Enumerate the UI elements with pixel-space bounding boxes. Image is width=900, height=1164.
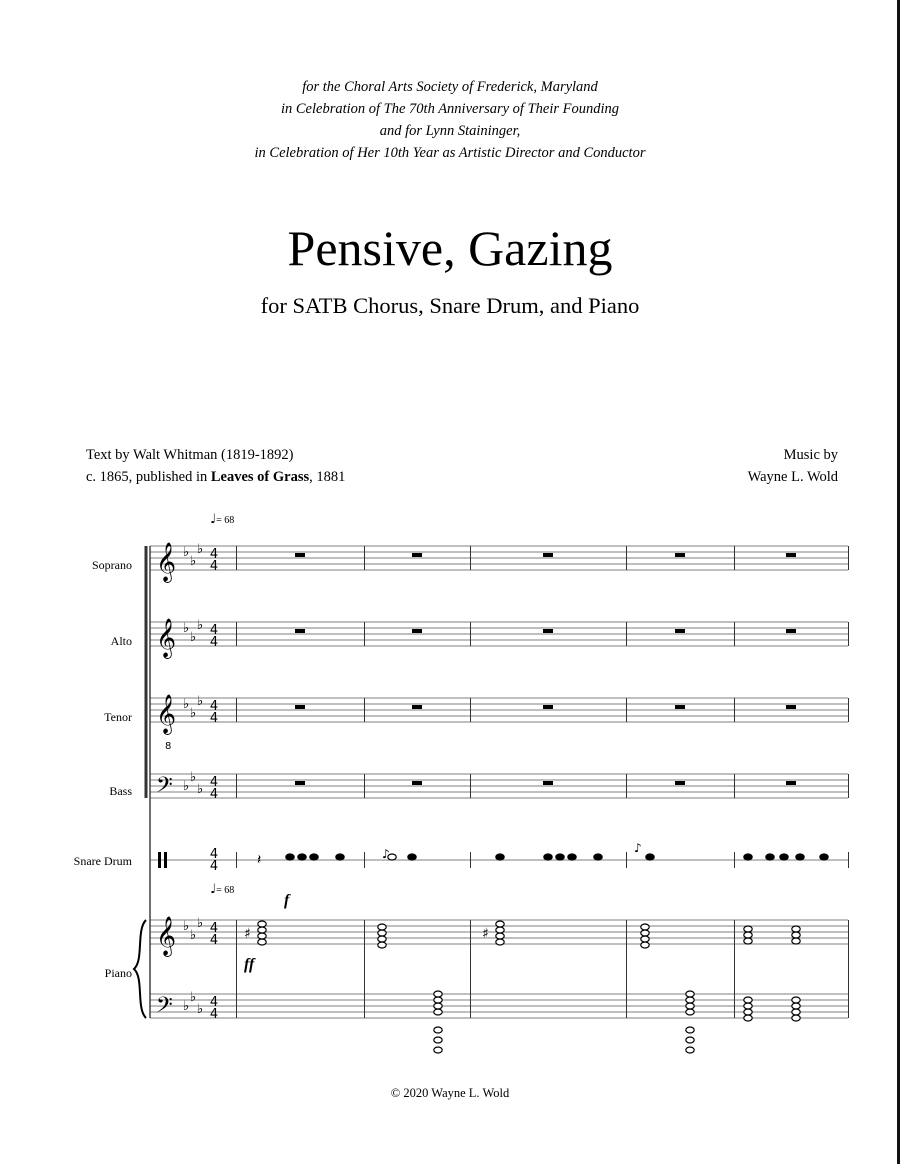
dynamic-snare: f [284,892,290,909]
staff-name-tenor: Tenor [104,710,132,724]
time-signature-denominator: 4 [209,711,219,726]
piano-chord-note [258,939,266,945]
whole-rest [295,553,305,557]
piano-bass-note [686,1047,694,1053]
sharp-icon: ♯ [244,926,251,942]
piano-bass-note [792,997,800,1003]
piece-title: Pensive, Gazing [287,220,613,276]
whole-rest [675,629,685,633]
snare-note [336,854,344,860]
whole-rest [786,705,796,709]
flat-icon: ♭ [183,545,190,560]
piano-brace [134,920,146,1018]
time-signature-denominator: 4 [209,787,219,802]
piano-bass-note [434,1027,442,1033]
snare-note [298,854,306,860]
piano-bass-note [686,1009,694,1015]
piano-chord-note [496,927,504,933]
piano-bass-note [744,997,752,1003]
piano-chord-note [792,938,800,944]
piano-bass-note [686,1037,694,1043]
whole-rest [543,629,553,633]
whole-rest [675,553,685,557]
piano-chord-note [641,942,649,948]
hairpin [736,892,848,898]
whole-rest [543,705,553,709]
piano-bass-note [744,1003,752,1009]
staff-name-snare-drum: Snare Drum [73,854,132,868]
piano-bass-note [434,991,442,997]
piano-chord-note [744,926,752,932]
piano-chord-note [496,933,504,939]
flat-icon: ♭ [183,621,190,636]
treble-clef-icon: 𝄞 [156,916,177,956]
book-title: Leaves of Grass [210,469,310,485]
snare-note [408,854,416,860]
snare-note [646,854,654,860]
percussion-clef-icon [164,852,167,868]
dedication-line: in Celebration of The 70th Anniversary of Their Founding [280,101,620,117]
flat-icon: ♭ [183,779,190,794]
grace-note-icon: ♪ [634,841,642,855]
sharp-icon: ♯ [482,926,489,942]
composer-name: Wayne L. Wold [747,469,838,485]
quarter-note-icon: ♩ [210,512,217,527]
snare-note [780,854,788,860]
snare-note [556,854,564,860]
piano-bass-note [686,991,694,997]
piano-chord-note [641,924,649,930]
flat-icon: ♭ [190,928,197,943]
quarter-note-icon: ♩ [210,882,217,897]
quarter-rest-icon: 𝄽 [257,852,262,868]
whole-rest [412,705,422,709]
snare-note [310,854,318,860]
staff-lines [150,546,848,1018]
piano-bass-note [686,1027,694,1033]
piano-chord-note [258,927,266,933]
time-signature-denominator: 4 [209,559,219,574]
piano-bass-note [434,1047,442,1053]
flat-icon: ♭ [197,782,204,797]
snare-note [766,854,774,860]
whole-rest [412,553,422,557]
barlines [146,546,849,1018]
piano-chord-note [378,924,386,930]
piano-chord-note [258,933,266,939]
whole-rest [675,705,685,709]
time-signature-numerator: 4 [209,847,219,862]
piano-bass-note [792,1009,800,1015]
flat-icon: ♭ [183,999,190,1014]
piano-bass-note [744,1015,752,1021]
treble-clef-icon: 𝄞 [156,618,177,658]
hairpin [740,972,848,978]
whole-rest [412,629,422,633]
piano-chord-note [744,938,752,944]
flat-icon: ♭ [190,990,197,1005]
tempo-text: = 68 [216,515,235,526]
time-signature-denominator: 4 [209,933,219,948]
piano-chord-note [496,939,504,945]
flat-icon: ♭ [197,1002,204,1017]
snare-note [286,854,294,860]
flat-icon: ♭ [183,919,190,934]
time-signature-numerator: 4 [209,699,219,714]
flat-icon: ♭ [197,694,204,709]
flat-icon: ♭ [197,618,204,633]
flat-icon: ♭ [190,770,197,785]
piano-bass-note [434,1037,442,1043]
piano-bass-note [434,997,442,1003]
piano-chord-note [641,936,649,942]
piano-chord-note [378,942,386,948]
flat-icon: ♭ [183,697,190,712]
bass-clef-icon: 𝄢 [156,773,173,803]
staff-name-soprano: Soprano [92,558,132,572]
whole-rest [675,781,685,785]
piano-bass-note [686,997,694,1003]
piano-bass-note [686,1003,694,1009]
piano-chord-note [641,930,649,936]
piano-chord-note [378,930,386,936]
treble-clef-icon: 𝄞 [156,542,177,582]
text-credit-suffix: , 1881 [309,469,346,485]
piano-bass-note [744,1009,752,1015]
time-signature-numerator: 4 [209,921,219,936]
time-signature-numerator: 4 [209,547,219,562]
dedication-line: and for Lynn Staininger, [379,123,521,139]
octave-mark: 8 [165,741,172,752]
piece-subtitle: for SATB Chorus, Snare Drum, and Piano [260,293,640,318]
snare-note [796,854,804,860]
time-signature-denominator: 4 [209,635,219,650]
bass-clef-icon: 𝄢 [156,993,173,1023]
treble-clef-icon: 𝄞 [156,694,177,734]
whole-rest [543,781,553,785]
whole-rest [295,629,305,633]
snare-note [820,854,828,860]
text-credit-line1: Text by Walt Whitman (1819-1892) [86,447,294,463]
snare-note [568,854,576,860]
whole-rest [412,781,422,785]
copyright: © 2020 Wayne L. Wold [390,1086,510,1100]
piano-chord-note [496,921,504,927]
flat-icon: ♭ [197,916,204,931]
time-signature-numerator: 4 [209,775,219,790]
time-signature-numerator: 4 [209,995,219,1010]
dynamic-piano: ff [244,956,255,973]
flat-icon: ♭ [190,706,197,721]
piano-bass-note [792,1003,800,1009]
snare-note [496,854,504,860]
whole-rest [786,781,796,785]
hairpin [736,898,848,904]
time-signature-denominator: 4 [209,1007,219,1022]
snare-note [594,854,602,860]
staff-name-alto: Alto [110,634,132,648]
time-signature-denominator: 4 [209,859,219,874]
time-signature-numerator: 4 [209,623,219,638]
piano-bass-note [434,1009,442,1015]
staff-name-piano: Piano [104,966,132,980]
flat-icon: ♭ [190,554,197,569]
whole-rest [786,553,796,557]
text-credit-prefix: c. 1865, published in [86,469,211,485]
tempo-text: = 68 [216,885,235,896]
grace-note-icon: ♪ [382,847,390,861]
piano-chord-note [258,921,266,927]
piano-bass-note [434,1003,442,1009]
music-credit-line1: Music by [783,447,838,463]
dedication-line: for the Choral Arts Society of Frederick, Maryland [302,79,598,95]
piano-chord-note [378,936,386,942]
piano-chord-note [792,932,800,938]
snare-note [544,854,552,860]
whole-rest [295,705,305,709]
hairpin [740,966,848,972]
whole-rest [786,629,796,633]
percussion-clef-icon [158,852,161,868]
staff-name-bass: Bass [109,784,132,798]
piano-bass-note [792,1015,800,1021]
dedication-line: in Celebration of Her 10th Year as Artistic Director and Conductor [254,145,646,161]
piano-chord-note [792,926,800,932]
piano-chord-note [744,932,752,938]
notation-glyphs [134,542,848,1053]
flat-icon: ♭ [190,630,197,645]
whole-rest [295,781,305,785]
whole-rest [543,553,553,557]
snare-note [744,854,752,860]
flat-icon: ♭ [197,542,204,557]
